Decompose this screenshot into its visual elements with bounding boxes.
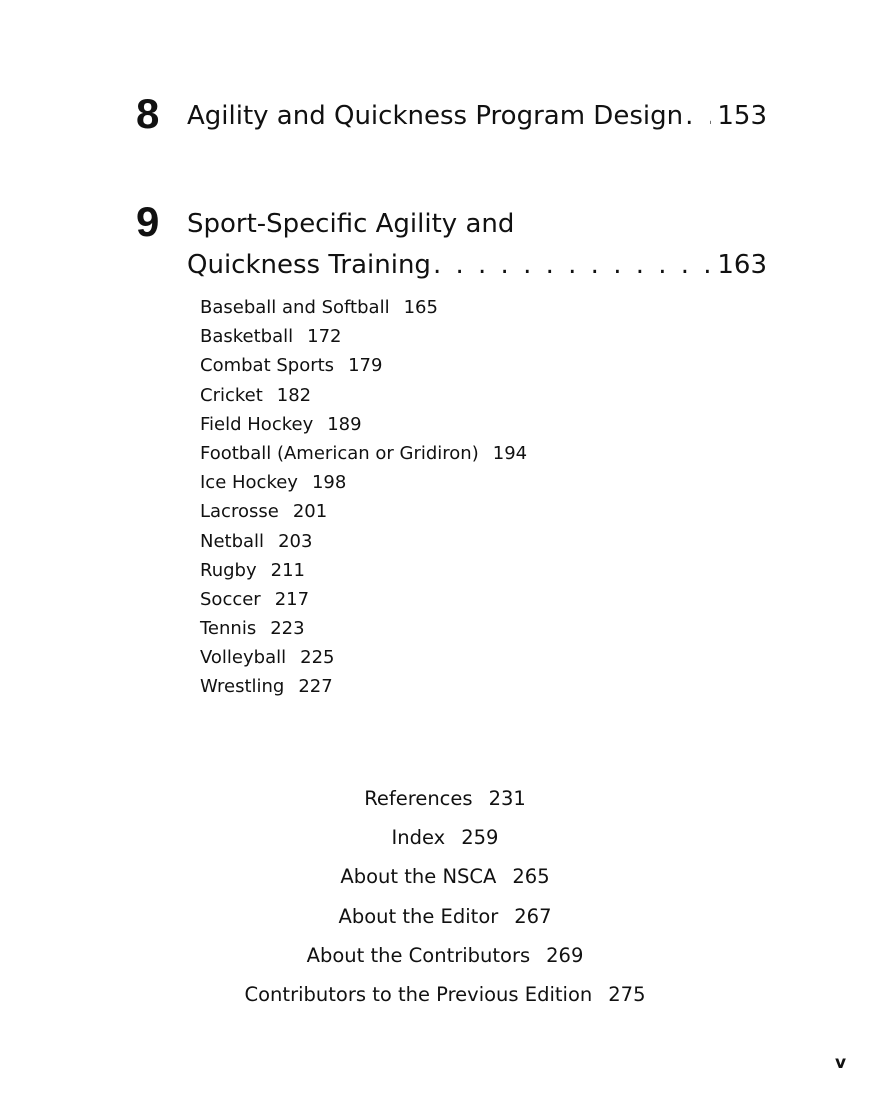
back-matter-page-number: 267	[514, 904, 552, 928]
back-matter-page-number: 231	[488, 787, 526, 810]
section-title: Combat Sports	[200, 355, 335, 377]
back-matter-entry[interactable]	[0, 943, 890, 982]
section-title: Field Hockey	[200, 413, 314, 435]
section-page-number: 194	[492, 442, 528, 464]
section-entry[interactable]	[200, 675, 527, 704]
chapter-title: Agility and Quickness Program Design	[187, 101, 684, 131]
back-matter-entry[interactable]	[0, 982, 890, 1021]
back-matter-page-number: 269	[546, 943, 584, 967]
back-matter-page-number: 265	[512, 865, 550, 889]
chapter-page-number: 153	[717, 101, 767, 131]
chapter-title-line	[187, 103, 767, 129]
chapter-title-line-1	[187, 211, 767, 237]
back-matter-title: Contributors to the Previous Edition	[244, 982, 593, 1006]
section-page-number: 201	[292, 501, 328, 523]
section-title: Soccer	[200, 588, 261, 610]
section-title: Wrestling	[200, 676, 285, 698]
section-entry[interactable]	[200, 500, 527, 529]
back-matter-title: About the NSCA	[340, 865, 497, 889]
section-entry[interactable]	[200, 296, 527, 325]
section-page-number: 189	[327, 413, 362, 435]
section-title: Football (American or Gridiron)	[200, 442, 479, 464]
section-title: Netball	[200, 530, 265, 552]
chapter-title-line-2	[187, 252, 767, 278]
back-matter-page-number: 259	[461, 826, 499, 850]
section-entry[interactable]	[200, 471, 527, 500]
back-matter-entry[interactable]	[0, 864, 890, 903]
section-entry[interactable]	[200, 617, 527, 646]
section-page-number: 165	[403, 297, 438, 318]
section-title: Baseball and Softball	[200, 297, 390, 318]
section-list	[200, 296, 527, 705]
section-page-number: 225	[300, 647, 335, 669]
section-page-number: 203	[278, 530, 313, 552]
back-matter-entry[interactable]	[0, 904, 890, 943]
dot-leader	[685, 103, 711, 129]
back-matter-entry[interactable]	[0, 825, 890, 864]
section-title: Basketball	[200, 326, 294, 348]
section-title: Lacrosse	[200, 501, 279, 523]
section-title: Tennis	[200, 618, 257, 640]
section-page-number: 211	[270, 559, 305, 581]
section-entry[interactable]	[200, 413, 527, 442]
back-matter-list	[0, 786, 890, 1021]
section-page-number: 179	[348, 355, 383, 377]
chapter-number: 9	[136, 198, 160, 245]
back-matter-title: About the Contributors	[306, 943, 531, 967]
section-entry[interactable]	[200, 559, 527, 588]
section-page-number: 182	[276, 384, 312, 406]
chapter-page-number: 163	[717, 250, 767, 280]
page-folio: v	[835, 1053, 847, 1073]
chapter-title-part-1: Sport-Specific Agility and	[187, 209, 515, 239]
section-entry[interactable]	[200, 442, 527, 471]
section-entry[interactable]	[200, 384, 527, 413]
section-entry[interactable]	[200, 530, 527, 559]
section-page-number: 227	[298, 676, 333, 698]
section-title: Ice Hockey	[200, 472, 298, 494]
section-entry[interactable]	[200, 354, 527, 383]
section-title: Rugby	[200, 559, 257, 581]
dot-leader	[433, 252, 711, 278]
back-matter-page-number: 275	[608, 982, 646, 1006]
section-page-number: 198	[311, 472, 347, 494]
back-matter-title: Index	[391, 826, 446, 850]
section-entry[interactable]	[200, 646, 527, 675]
section-page-number: 217	[274, 588, 310, 610]
back-matter-title: About the Editor	[338, 904, 499, 928]
back-matter-title: References	[364, 787, 473, 810]
section-entry[interactable]	[200, 588, 527, 617]
chapter-number: 8	[136, 90, 160, 137]
section-entry[interactable]	[200, 325, 527, 354]
back-matter-entry[interactable]	[0, 786, 890, 825]
chapter-title-part-2: Quickness Training	[187, 250, 431, 280]
section-page-number: 172	[307, 326, 342, 348]
section-title: Volleyball	[200, 647, 287, 669]
section-title: Cricket	[200, 384, 263, 406]
section-page-number: 223	[270, 618, 305, 640]
